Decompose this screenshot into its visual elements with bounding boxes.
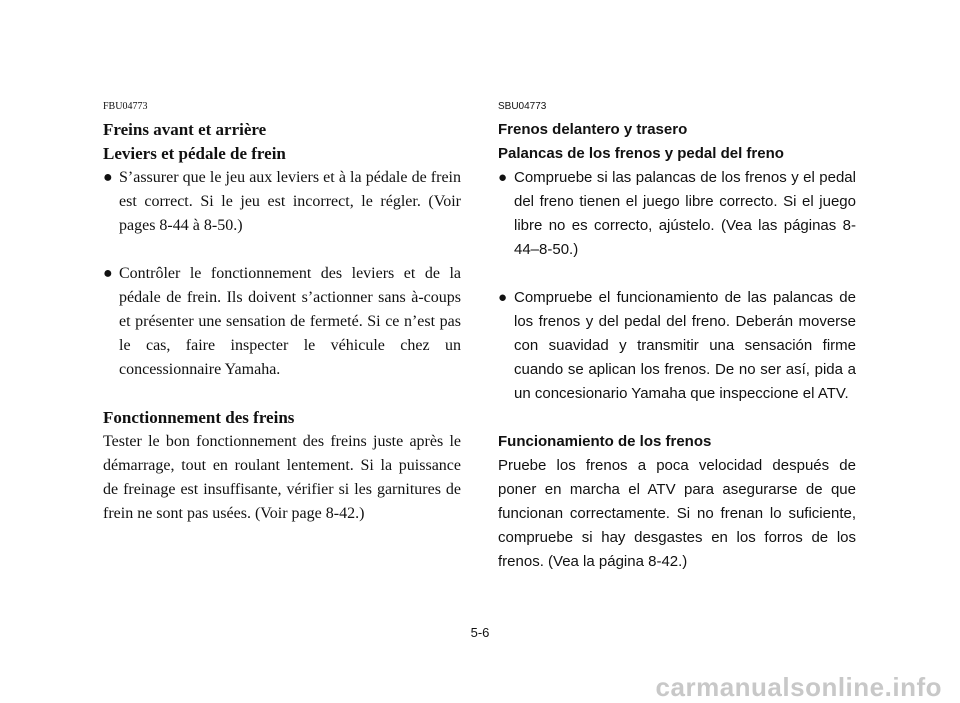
section-code: FBU04773 [103, 101, 148, 112]
section-heading: Frenos delantero y trasero [498, 121, 688, 138]
bullet-item [103, 262, 461, 382]
subsection-heading: Fonctionnement des freins [103, 408, 295, 427]
bullet-icon: ● [103, 265, 113, 282]
section-heading: Freins avant et arrière [103, 120, 267, 139]
section-code: SBU04773 [498, 101, 547, 112]
bullet-item [498, 166, 856, 262]
bullet-text: Contrôler le fonctionnement des leviers et de la pédale de frein. Ils doivent s’actionner sans à-coups et présenter une sensation de fermeté. Si ce n’est pas le cas, faire inspecter le véhicule chez un concessionnaire Yamaha. [119, 265, 461, 378]
watermark-text: carmanualsonline.info [655, 672, 942, 702]
subsection-heading: Palancas de los frenos y pedal del freno [498, 145, 784, 162]
subsection-heading: Leviers et pédale de frein [103, 144, 286, 163]
bullet-text: Compruebe si las palancas de los frenos y el pedal del freno tienen el juego libre correcto. Si el juego libre no es correcto, ajústelo. (Vea las páginas 8-44–8-50.) [514, 169, 856, 258]
bullet-icon: ● [103, 169, 113, 186]
page-number: 5-6 [470, 625, 490, 640]
french-column [103, 100, 461, 526]
bullet-text: S’assurer que le jeu aux leviers et à la pédale de frein est correct. Si le jeu est incorrect, le régler. (Voir pages 8-44 à 8-50.) [119, 169, 461, 234]
bullet-item [103, 166, 461, 238]
bullet-icon: ● [498, 169, 508, 186]
bullet-text: Compruebe el funcionamiento de las palancas de los frenos y del pedal del freno. Deberán moverse con suavidad y transmitir una sensación firme cuando se aplican los frenos. De no ser así, pida a un concesionario Yamaha que inspeccione el ATV. [514, 289, 856, 402]
subsection-heading: Funcionamiento de los frenos [498, 433, 712, 450]
bullet-icon: ● [498, 289, 508, 306]
body-paragraph: Pruebe los frenos a poca velocidad después de poner en marcha el ATV para asegurarse de que funcionan correctamente. Si no frenan lo suficiente, compruebe si hay desgastes en los forros de los frenos. (Vea la página 8-42.) [498, 457, 856, 570]
bullet-item [498, 286, 856, 406]
spanish-column [498, 100, 856, 574]
body-paragraph: Tester le bon fonctionnement des freins juste après le démarrage, tout en roulant lentement. Si la puissance de freinage est insuffisante, vérifier si les garnitures de frein ne sont pas usées. (Voir page 8-42.) [103, 433, 461, 522]
